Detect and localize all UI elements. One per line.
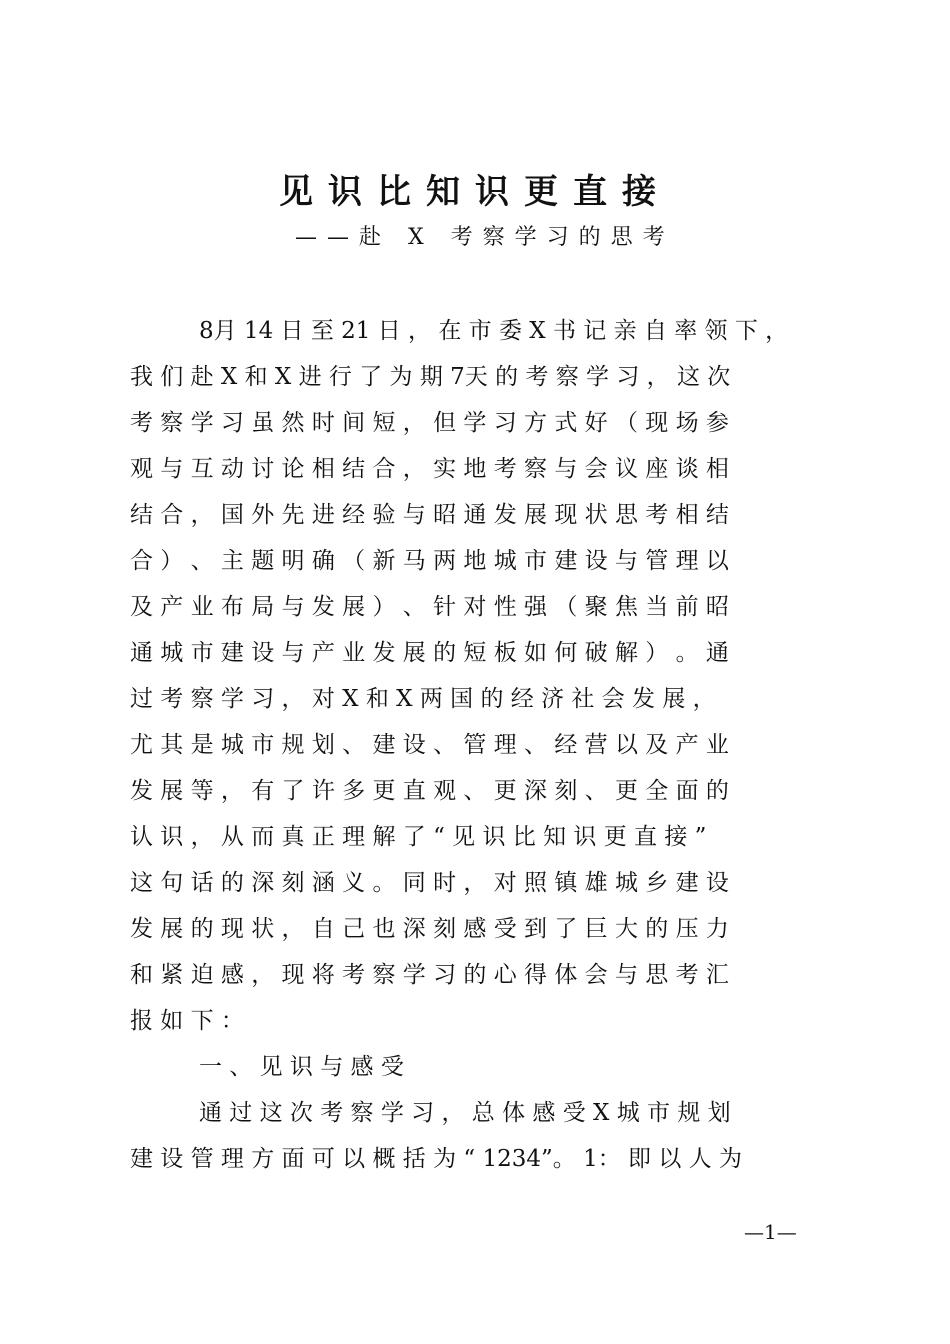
paragraph-line: 和 紧 迫 感 ， 现 将 考 察 学 习 的 心 得 体 会 与 思 考 汇 <box>130 962 729 988</box>
paragraph-line: 过 考 察 学 习 ， 对 X 和 X 两 国 的 经 济 社 会 发 展 ， <box>130 686 716 712</box>
paragraph-line: 发 展 等 ， 有 了 许 多 更 直 观 、 更 深 刻 、 更 全 面 的 <box>130 778 729 804</box>
paragraph-line: 合 ） 、 主 题 明 确 （ 新 马 两 地 城 市 建 设 与 管 理 以 <box>130 548 729 574</box>
paragraph-line: 8月 14 日 至 21 日 ， 在 市 委 X 书 记 亲 自 率 领 下 ， <box>199 318 789 344</box>
paragraph-line: 通 过 这 次 考 察 学 习 ， 总 体 感 受 X 城 市 规 划 <box>199 1100 731 1126</box>
paragraph-line: 结 合 ， 国 外 先 进 经 验 与 昭 通 发 展 现 状 思 考 相 结 <box>130 502 729 528</box>
paragraph-line: 建 设 管 理 方 面 可 以 概 括 为 “ 1234”。 1： 即 以 人 为 <box>130 1146 742 1172</box>
paragraph-line: 报 如 下 ： <box>130 1008 244 1034</box>
document-subtitle: ——赴 X 考察学习的思考 <box>295 225 675 250</box>
paragraph-line: 考 察 学 习 虽 然 时 间 短 ， 但 学 习 方 式 好 （ 现 场 参 <box>130 410 729 436</box>
paragraph-line: 通 城 市 建 设 与 产 业 发 展 的 短 板 如 何 破 解 ） 。 通 <box>130 640 729 666</box>
paragraph-line: 观 与 互 动 讨 论 相 结 合 ， 实 地 考 察 与 会 议 座 谈 相 <box>130 456 729 482</box>
page-number: —1— <box>744 1220 797 1244</box>
paragraph-line: 发 展 的 现 状 ， 自 己 也 深 刻 感 受 到 了 巨 大 的 压 力 <box>130 916 729 942</box>
document-title: 见识比知识更直接 <box>279 172 671 212</box>
paragraph-line: 认 识 ， 从 而 真 正 理 解 了 “ 见 识 比 知 识 更 直 接 ” <box>130 824 707 850</box>
section-heading: 一 、 见 识 与 感 受 <box>199 1054 404 1080</box>
paragraph-line: 我 们 赴 X 和 X 进 行 了 为 期 7天 的 考 察 学 习 ， 这 次 <box>130 364 731 390</box>
paragraph-line: 及 产 业 布 局 与 发 展 ） 、 针 对 性 强 （ 聚 焦 当 前 昭 <box>130 594 729 620</box>
paragraph-line: 尤 其 是 城 市 规 划 、 建 设 、 管 理 、 经 营 以 及 产 业 <box>130 732 729 758</box>
paragraph-line: 这 句 话 的 深 刻 涵 义 。 同 时 ， 对 照 镇 雄 城 乡 建 设 <box>130 870 729 896</box>
